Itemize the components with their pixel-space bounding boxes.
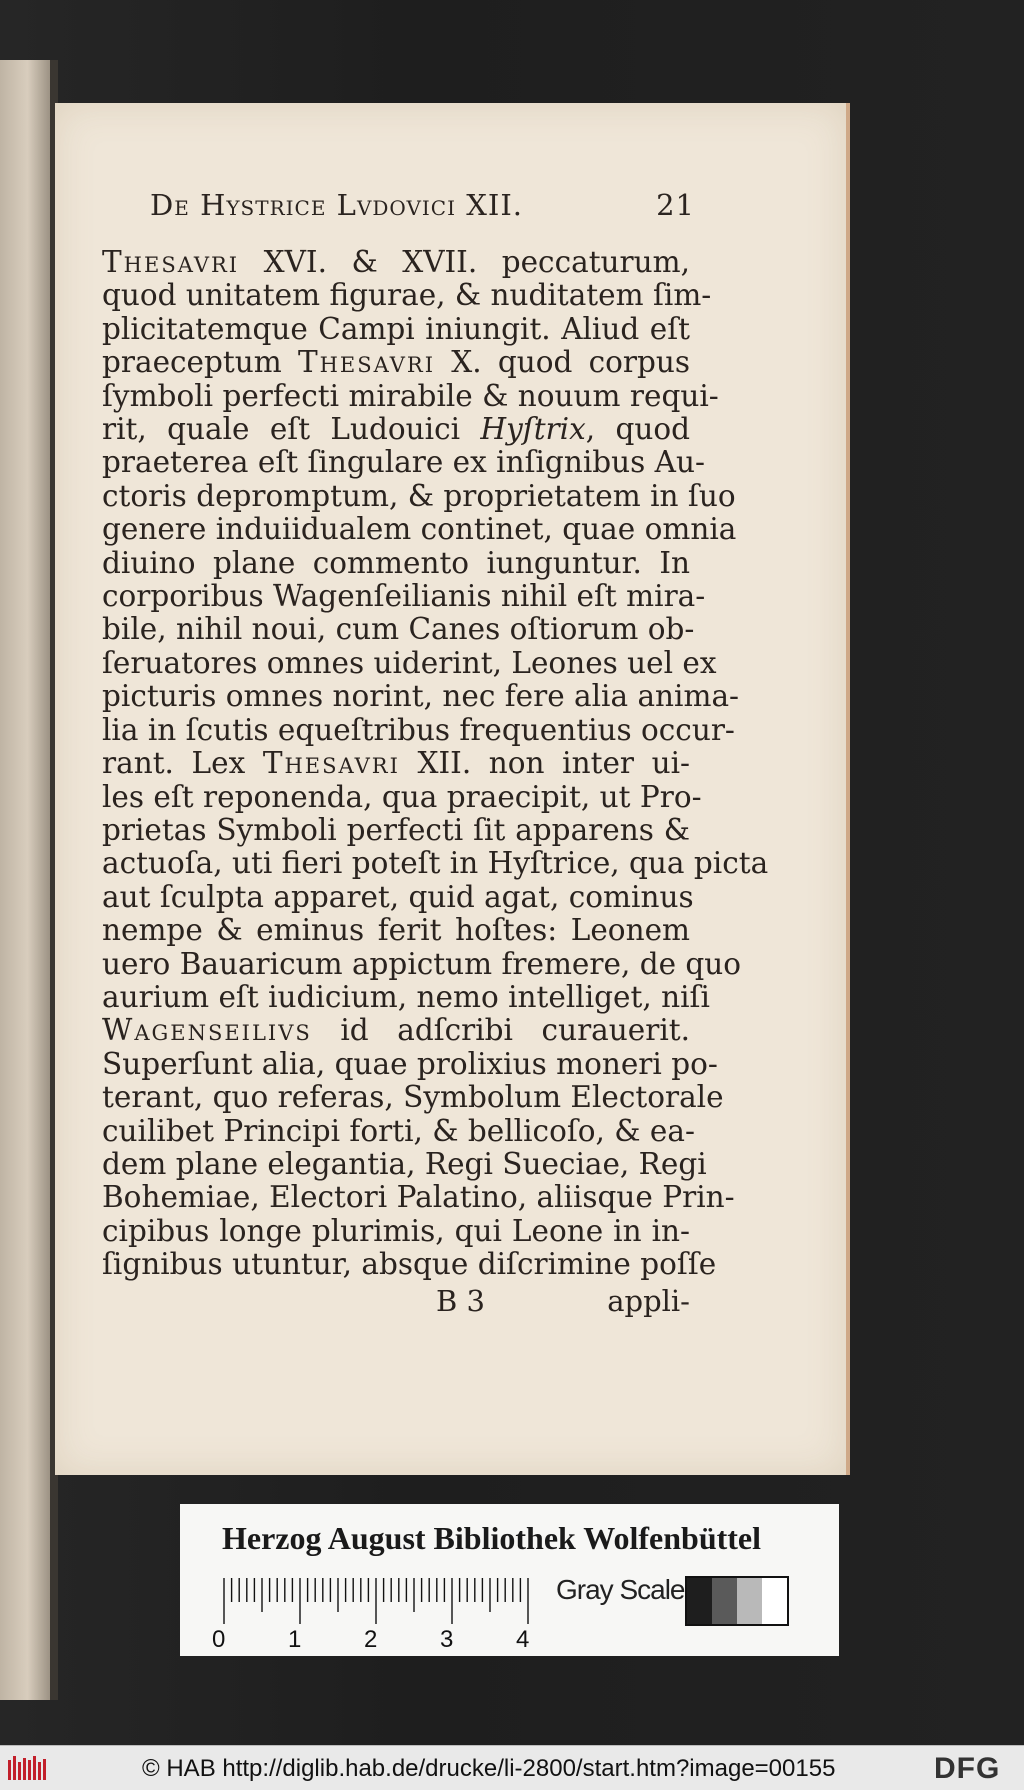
text-line: [102, 547, 690, 580]
color-calibration-card: [180, 1504, 839, 1656]
text-segment: les eſt reponenda, qua praecipit, ut Pro-: [102, 779, 702, 814]
text-segment: aut ſculpta apparet, quid agat, cominus: [102, 879, 694, 914]
text-line: [102, 779, 702, 814]
signature-mark: B 3: [436, 1284, 485, 1318]
text-line: [102, 246, 690, 279]
text-line: [102, 1180, 735, 1215]
text-segment: diuino plane commento iunguntur. In: [102, 545, 690, 580]
text-line: [102, 413, 690, 446]
text-line: [102, 378, 719, 413]
grayscale-label: Gray Scale: [556, 1574, 685, 1605]
ruler-number: 0: [212, 1626, 226, 1653]
text-segment: prietas Symboli perfecti ſit apparens &: [102, 812, 690, 847]
text-segment: plicitatemque Campi iniungit. Aliud eſt: [102, 311, 690, 346]
text-segment: cipibus longe plurimis, qui Leone in in-: [102, 1213, 690, 1248]
text-segment: , quod: [585, 412, 690, 447]
text-segment: nempe & eminus ferit hoſtes: Leonem: [102, 913, 690, 948]
text-segment: id adſcribi curauerit.: [311, 1013, 690, 1048]
text-segment: Thesavri: [297, 345, 436, 380]
running-head-title: De Hystrice Lvdovici XII.: [150, 188, 524, 222]
gray-patch: [737, 1578, 762, 1624]
text-segment: XII. non inter ui-: [399, 746, 690, 781]
text-line: [102, 1146, 707, 1181]
text-segment: ſymboli perfecti mirabile & nouum requi-: [102, 378, 719, 413]
text-line: [102, 814, 690, 847]
text-line: [102, 346, 690, 379]
text-segment: Wagenseilivs: [102, 1013, 312, 1048]
text-segment: bile, nihil noui, cum Canes oſtiorum ob-: [102, 612, 695, 647]
text-segment: X. quod corpus: [435, 345, 690, 380]
text-segment: corporibus Wagenſeilianis nihil eſt mira-: [102, 579, 706, 614]
text-line: [102, 1080, 724, 1115]
text-segment: aurium eſt iudicium, nemo intelliget, niſi: [102, 979, 710, 1014]
text-line: [102, 1014, 690, 1047]
text-line: [102, 1046, 718, 1081]
text-segment: lia in ſcutis equeſtribus frequentius occur-: [102, 712, 735, 747]
catchword: appli-: [607, 1284, 690, 1318]
text-line: [102, 846, 769, 881]
text-line: [102, 879, 694, 914]
text-segment: ſeruatores omnes uiderint, Leones uel ex: [102, 645, 717, 680]
text-line: [102, 914, 690, 947]
text-line: [102, 979, 710, 1014]
body-text: [102, 245, 769, 1282]
text-segment: uero Bauaricum appictum fremere, de quo: [102, 946, 742, 981]
text-segment: Bohemiae, Electori Palatino, aliisque Prin-: [102, 1180, 735, 1215]
ruler-number: 1: [288, 1626, 302, 1653]
catchline: [102, 1284, 690, 1318]
text-segment: rant. Lex: [102, 746, 263, 781]
ruler-scale: [220, 1576, 530, 1626]
gray-patch: [712, 1578, 737, 1624]
previous-page-edge: [0, 60, 52, 1700]
text-segment: cuilibet Principi forti, & bellicoſo, & ea-: [102, 1113, 695, 1148]
ruler-number: 2: [364, 1626, 378, 1653]
text-segment: actuoſa, uti fieri poteſt in Hyſtrice, qua picta: [102, 846, 769, 881]
text-line: [102, 747, 690, 780]
text-line: [102, 313, 690, 346]
grayscale-swatch: [685, 1576, 789, 1626]
ruler-numbers: [212, 1626, 532, 1652]
footer-bar: [0, 1745, 1024, 1790]
dfg-logo: DFG: [934, 1752, 1001, 1785]
text-line: [102, 712, 735, 747]
text-line: [102, 278, 712, 313]
text-line: [102, 612, 695, 647]
gray-patch: [762, 1578, 787, 1624]
page-number: 21: [656, 188, 695, 222]
text-segment: quod unitatem figurae, & nuditatem ſim-: [102, 278, 712, 313]
ruler-number: 3: [440, 1626, 454, 1653]
text-segment: XVI. & XVII. peccaturum,: [239, 245, 690, 279]
text-line: [102, 512, 737, 547]
text-segment: dem plane elegantia, Regi Sueciae, Regi: [102, 1146, 707, 1181]
text-segment: picturis omnes norint, nec fere alia anima-: [102, 679, 740, 714]
text-segment: Hyſtrix: [480, 412, 586, 447]
text-segment: Thesavri: [262, 746, 400, 781]
text-line: [102, 1215, 690, 1248]
text-line: [102, 645, 717, 680]
library-name: Herzog August Bibliothek Wolfenbüttel: [222, 1520, 762, 1556]
text-line: [102, 946, 742, 981]
text-line: [102, 478, 736, 513]
ruler-number: 4: [516, 1626, 530, 1653]
text-segment: praeceptum: [102, 345, 298, 380]
gray-patch: [687, 1578, 712, 1624]
copyright-url[interactable]: © HAB http://diglib.hab.de/drucke/li-2800/start.htm?image=00155: [142, 1755, 836, 1782]
text-segment: Thesavri: [102, 245, 240, 279]
text-segment: genere induiidualem continet, quae omnia: [102, 512, 737, 547]
text-segment: rit, quale eſt Ludouici: [102, 412, 481, 447]
hab-logo-icon: [6, 1754, 48, 1782]
text-segment: praeterea eſt ſingulare ex inſignibus Au-: [102, 445, 705, 480]
text-segment: ctoris depromptum, & proprietatem in ſuo: [102, 478, 736, 513]
text-segment: terant, quo referas, Symbolum Electorale: [102, 1080, 724, 1115]
running-head: [150, 188, 695, 222]
text-line: [102, 1247, 717, 1282]
text-segment: Superſunt alia, quae prolixius moneri po-: [102, 1046, 718, 1081]
text-line: [102, 445, 705, 480]
text-segment: ſignibus utuntur, absque diſcrimine poſſe: [102, 1247, 717, 1282]
text-line: [102, 679, 740, 714]
text-line: [102, 579, 706, 614]
text-line: [102, 1113, 695, 1148]
